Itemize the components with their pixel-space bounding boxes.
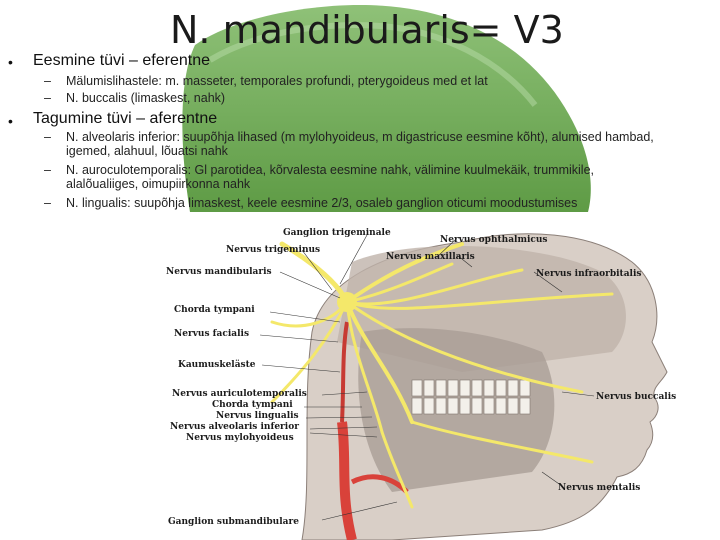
label-kaumuskeliste: Kaumuskeläste xyxy=(178,360,256,370)
label-nervus-alveolaris-inferior: Nervus alveolaris inferior xyxy=(170,422,299,432)
label-nervus-mentalis: Nervus mentalis xyxy=(558,483,641,493)
label-nervus-mylohyoideus: Nervus mylohyoideus xyxy=(186,433,294,443)
slide-title: N. mandibularis= V3 xyxy=(170,8,564,52)
label-chorda-tympani: Chorda tympani xyxy=(212,400,293,410)
dash-marker: – xyxy=(44,74,51,88)
anatomy-illustration xyxy=(162,222,682,540)
bullet-heading: Eesmine tüvi – eferentne xyxy=(33,52,210,69)
sub-item-text: N. auroculotemporalis: Gl parotidea, kõrvalesta eesmine nahk, välimine kuulmekäik, trummikile, xyxy=(66,163,594,177)
sub-item-text: igemed, alahuul, lõuatsi nahk xyxy=(66,144,228,158)
label-chorda-tympani: Chorda tympani xyxy=(174,305,255,315)
dash-marker: – xyxy=(44,91,51,105)
bullet-list xyxy=(0,0,720,220)
label-nervus-infraorbitalis: Nervus infraorbitalis xyxy=(536,269,642,279)
label-nervus-facialis: Nervus facialis xyxy=(174,329,250,339)
bullet-heading: Tagumine tüvi – aferentne xyxy=(33,110,218,127)
sub-item-text: alalõualiiges, oimupiirkonna nahk xyxy=(66,177,251,191)
bullet-marker: • xyxy=(8,113,13,129)
dash-marker: – xyxy=(44,196,51,210)
sub-item-text: Mälumislihastele: m. masseter, temporales profundi, pterygoideus med et lat xyxy=(66,74,488,88)
bullet-marker: • xyxy=(8,54,13,70)
label-nervus-mandibularis: Nervus mandibularis xyxy=(166,267,272,277)
sub-item-text: N. lingualis: suupõhja limaskest, keele eesmine 2/3, osaleb ganglion oticumi moodustumises xyxy=(66,196,578,210)
sub-item-text: N. alveolaris inferior: suupõhja lihased (m mylohyoideus, m digastricuse eesmine kõht), alumised hambad, xyxy=(66,130,654,144)
label-nervus-buccalis: Nervus buccalis xyxy=(596,392,677,402)
label-nervus-auriculotemporalis: Nervus auriculotemporalis xyxy=(172,389,307,399)
label-nervus-lingualis: Nervus lingualis xyxy=(216,411,299,421)
sub-item-text: N. buccalis (limaskest, nahk) xyxy=(66,91,226,105)
label-ganglion-trigeminale: Ganglion trigeminale xyxy=(283,228,391,238)
label-nervus-maxillaris: Nervus maxillaris xyxy=(386,252,475,262)
label-nervus-trigeminus: Nervus trigeminus xyxy=(226,245,321,255)
ganglion-node xyxy=(337,292,357,312)
dash-marker: – xyxy=(44,130,51,144)
label-nervus-ophthalmicus: Nervus ophthalmicus xyxy=(440,235,548,245)
label-ganglion-submandibulare: Ganglion submandibulare xyxy=(168,517,299,527)
dash-marker: – xyxy=(44,163,51,177)
